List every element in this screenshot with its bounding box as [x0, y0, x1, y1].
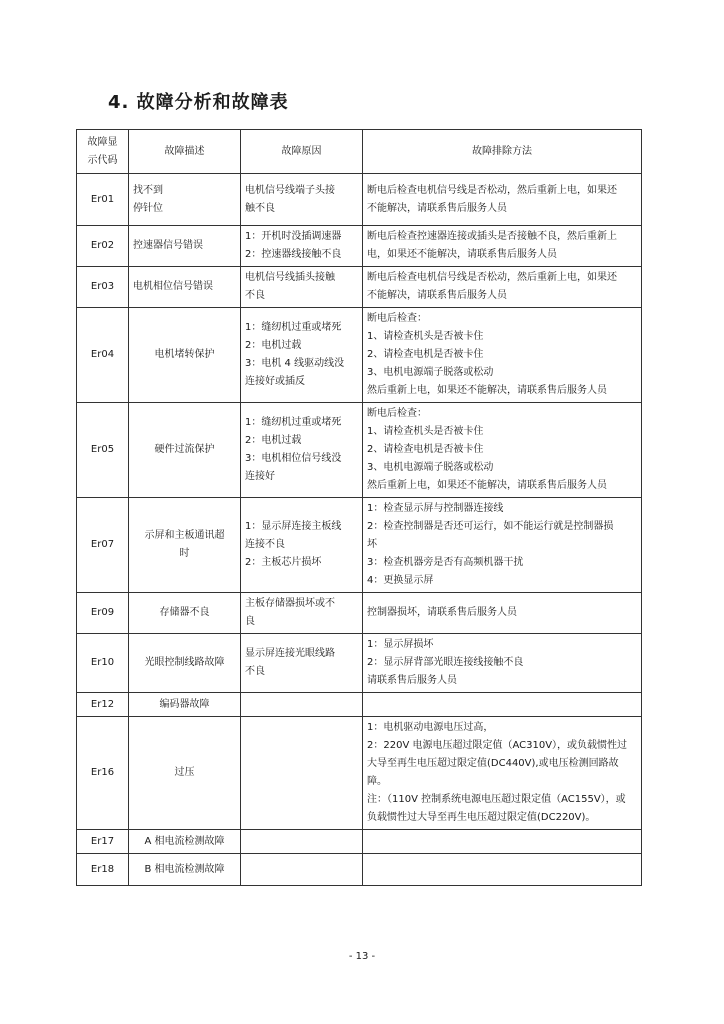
fault-cause-line: 1：开机时没插调速器 [245, 231, 342, 242]
table-row [77, 498, 642, 593]
header-code-line: 故障显 [87, 136, 118, 148]
fault-description [129, 403, 241, 498]
fault-description [129, 830, 241, 854]
fault-fix [363, 593, 642, 634]
fault-fix [363, 498, 642, 593]
fault-table-body [77, 174, 642, 886]
fault-description-line: 过压 [174, 767, 195, 778]
fault-description [129, 267, 241, 308]
fault-cause [241, 267, 363, 308]
fault-fix-line: 2、请检查电机是否被卡住 [367, 444, 484, 455]
fault-fix-line: 1：电机驱动电源电压过高， [367, 722, 494, 733]
fault-fix-line: 2：220V 电源电压超过限定值（AC310V），或负载惯性过 [367, 740, 628, 751]
fault-cause-line: 2：电机过载 [245, 340, 302, 351]
fault-description [129, 498, 241, 593]
fault-code: Er12 [77, 693, 129, 717]
fault-cause [241, 403, 363, 498]
fault-fix [363, 308, 642, 403]
table-row [77, 226, 642, 267]
fault-cause [241, 498, 363, 593]
fault-fix-line: 坏 [367, 539, 377, 550]
fault-description-line: B 相电流检测故障 [144, 863, 225, 875]
fault-fix [363, 693, 642, 717]
fault-fix-line: 2：显示屏背部光眼连接线接触不良 [367, 657, 524, 668]
fault-cause-line: 电机信号线插头接触 [245, 272, 335, 283]
table-row [77, 308, 642, 403]
fault-fix-line: 2：检查控制器是否还可运行，如不能运行就是控制器损 [367, 521, 614, 532]
fault-fix [363, 854, 642, 886]
fault-code: Er16 [77, 717, 129, 830]
table-row [77, 593, 642, 634]
fault-cause-line: 连接好或插反 [245, 376, 305, 387]
fault-cause-line: 不良 [245, 290, 265, 301]
fault-fix-line: 2、请检查电机是否被卡住 [367, 349, 484, 360]
fault-fix [363, 226, 642, 267]
header-cause: 故障原因 [241, 130, 363, 174]
fault-cause [241, 854, 363, 886]
fault-cause-line: 不良 [245, 666, 265, 677]
fault-cause [241, 226, 363, 267]
fault-fix-line: 断电后检查电机信号线是否松动，然后重新上电，如果还 [367, 184, 617, 196]
header-fix: 故障排除方法 [363, 130, 642, 174]
fault-code: Er01 [77, 174, 129, 226]
fault-fix-line: 3：检查机器旁是否有高频机器干扰 [367, 557, 524, 568]
fault-code: Er04 [77, 308, 129, 403]
fault-fix [363, 267, 642, 308]
fault-cause [241, 717, 363, 830]
fault-description [129, 593, 241, 634]
fault-cause-line: 电机信号线端子头接 [245, 184, 335, 196]
fault-description-line: A 相电流检测故障 [144, 835, 225, 847]
fault-fix-line: 控制器损坏，请联系售后服务人员 [367, 607, 517, 618]
fault-fix-line: 大导至再生电压超过限定值(DC440V),或电压检测回路故 [367, 758, 619, 769]
fault-fix-line: 断电后检查电机信号线是否松动，然后重新上电，如果还 [367, 272, 617, 283]
fault-description-line: 找不到 [133, 184, 163, 196]
section-heading: 4. 故障分析和故障表 [108, 92, 289, 113]
fault-fix-line: 4：更换显示屏 [367, 575, 434, 586]
fault-description [129, 854, 241, 886]
fault-code: Er17 [77, 830, 129, 854]
fault-description-line: 硬件过流保护 [154, 444, 215, 455]
fault-cause-line: 2：控速器线接触不良 [245, 249, 342, 260]
fault-cause-line: 1：缝纫机过重或堵死 [245, 322, 342, 333]
fault-code: Er05 [77, 403, 129, 498]
fault-cause [241, 634, 363, 693]
fault-code: Er09 [77, 593, 129, 634]
table-row [77, 403, 642, 498]
fault-fix-line: 1、请检查机头是否被卡住 [367, 331, 484, 342]
header-desc: 故障描述 [129, 130, 241, 174]
fault-fix-line: 注：（110V 控制系统电源电压超过限定值（AC155V），或 [367, 794, 626, 805]
fault-fix-line: 3、电机电源端子脱落或松动 [367, 367, 494, 378]
fault-cause-line: 连接好 [245, 471, 275, 482]
fault-description-line: 电机相位信号错误 [133, 281, 213, 292]
fault-cause [241, 174, 363, 226]
fault-description-line: 电机堵转保护 [154, 349, 215, 360]
fault-cause-line: 2：电机过载 [245, 435, 302, 446]
fault-fix-line: 1、请检查机头是否被卡住 [367, 426, 484, 437]
fault-description [129, 717, 241, 830]
fault-code: Er03 [77, 267, 129, 308]
fault-cause-line: 1：显示屏连接主板线 [245, 521, 342, 532]
fault-fix-line: 然后重新上电，如果还不能解决，请联系售后服务人员 [367, 385, 607, 396]
fault-cause-line: 3：电机 4 线驱动线没 [245, 358, 345, 369]
fault-description [129, 174, 241, 226]
fault-description [129, 308, 241, 403]
fault-cause [241, 830, 363, 854]
fault-description-line: 存储器不良 [159, 607, 210, 618]
table-row [77, 634, 642, 693]
fault-fix-line: 不能解决，请联系售后服务人员 [367, 290, 507, 301]
fault-fix-line: 障。 [367, 776, 387, 787]
fault-cause-line: 显示屏连接光眼线路 [245, 648, 335, 659]
fault-description-line: 控速器信号错误 [133, 240, 203, 251]
fault-cause-line: 触不良 [245, 202, 275, 214]
fault-fix-line: 电，如果还不能解决，请联系售后服务人员 [367, 249, 557, 260]
fault-code: Er02 [77, 226, 129, 267]
header-code-line: 示代码 [87, 154, 118, 166]
fault-description [129, 634, 241, 693]
fault-cause-line: 1：缝纫机过重或堵死 [245, 417, 342, 428]
fault-fix-line: 断电后检查控速器连接或插头是否接触不良，然后重新上 [367, 231, 617, 242]
fault-cause-line: 良 [245, 616, 255, 627]
table-row [77, 267, 642, 308]
fault-fix [363, 634, 642, 693]
fault-cause [241, 693, 363, 717]
page-number: - 13 - [348, 951, 376, 962]
fault-description-line: 光眼控制线路故障 [144, 657, 225, 668]
table-row [77, 717, 642, 830]
fault-fix-line: 1：检查显示屏与控制器连接线 [367, 503, 504, 514]
fault-fix [363, 830, 642, 854]
fault-fix-line: 不能解决，请联系售后服务人员 [367, 202, 507, 214]
fault-cause [241, 308, 363, 403]
fault-code: Er07 [77, 498, 129, 593]
fault-cause-line: 主板存储器损坏或不 [245, 598, 335, 609]
fault-fix [363, 717, 642, 830]
table-header-row [77, 130, 642, 174]
fault-fix-line: 然后重新上电，如果还不能解决，请联系售后服务人员 [367, 480, 607, 491]
fault-description-line: 示屏和主板通讯超 [144, 530, 225, 541]
fault-fix-line: 1：显示屏损坏 [367, 639, 434, 650]
fault-description-line: 时 [179, 548, 190, 559]
header-code [77, 130, 129, 174]
fault-cause-line: 连接不良 [245, 539, 285, 550]
fault-description [129, 693, 241, 717]
fault-fix-line: 断电后检查： [367, 313, 427, 324]
fault-description [129, 226, 241, 267]
fault-fix-line: 3、电机电源端子脱落或松动 [367, 462, 494, 473]
fault-description-line: 编码器故障 [159, 698, 210, 710]
fault-cause-line: 2：主板芯片损坏 [245, 557, 322, 568]
fault-cause-line: 3：电机相位信号线没 [245, 453, 342, 464]
table-row [77, 693, 642, 717]
fault-code: Er18 [77, 854, 129, 886]
table-row [77, 854, 642, 886]
fault-fix [363, 403, 642, 498]
table-row [77, 174, 642, 226]
fault-fix [363, 174, 642, 226]
fault-table [76, 129, 642, 886]
fault-fix-line: 断电后检查： [367, 408, 427, 419]
fault-fix-line: 负载惯性过大导至再生电压超过限定值(DC220V)。 [367, 812, 596, 823]
table-row [77, 830, 642, 854]
fault-fix-line: 请联系售后服务人员 [367, 675, 457, 686]
fault-description-line: 停针位 [133, 202, 163, 214]
fault-code: Er10 [77, 634, 129, 693]
fault-cause [241, 593, 363, 634]
